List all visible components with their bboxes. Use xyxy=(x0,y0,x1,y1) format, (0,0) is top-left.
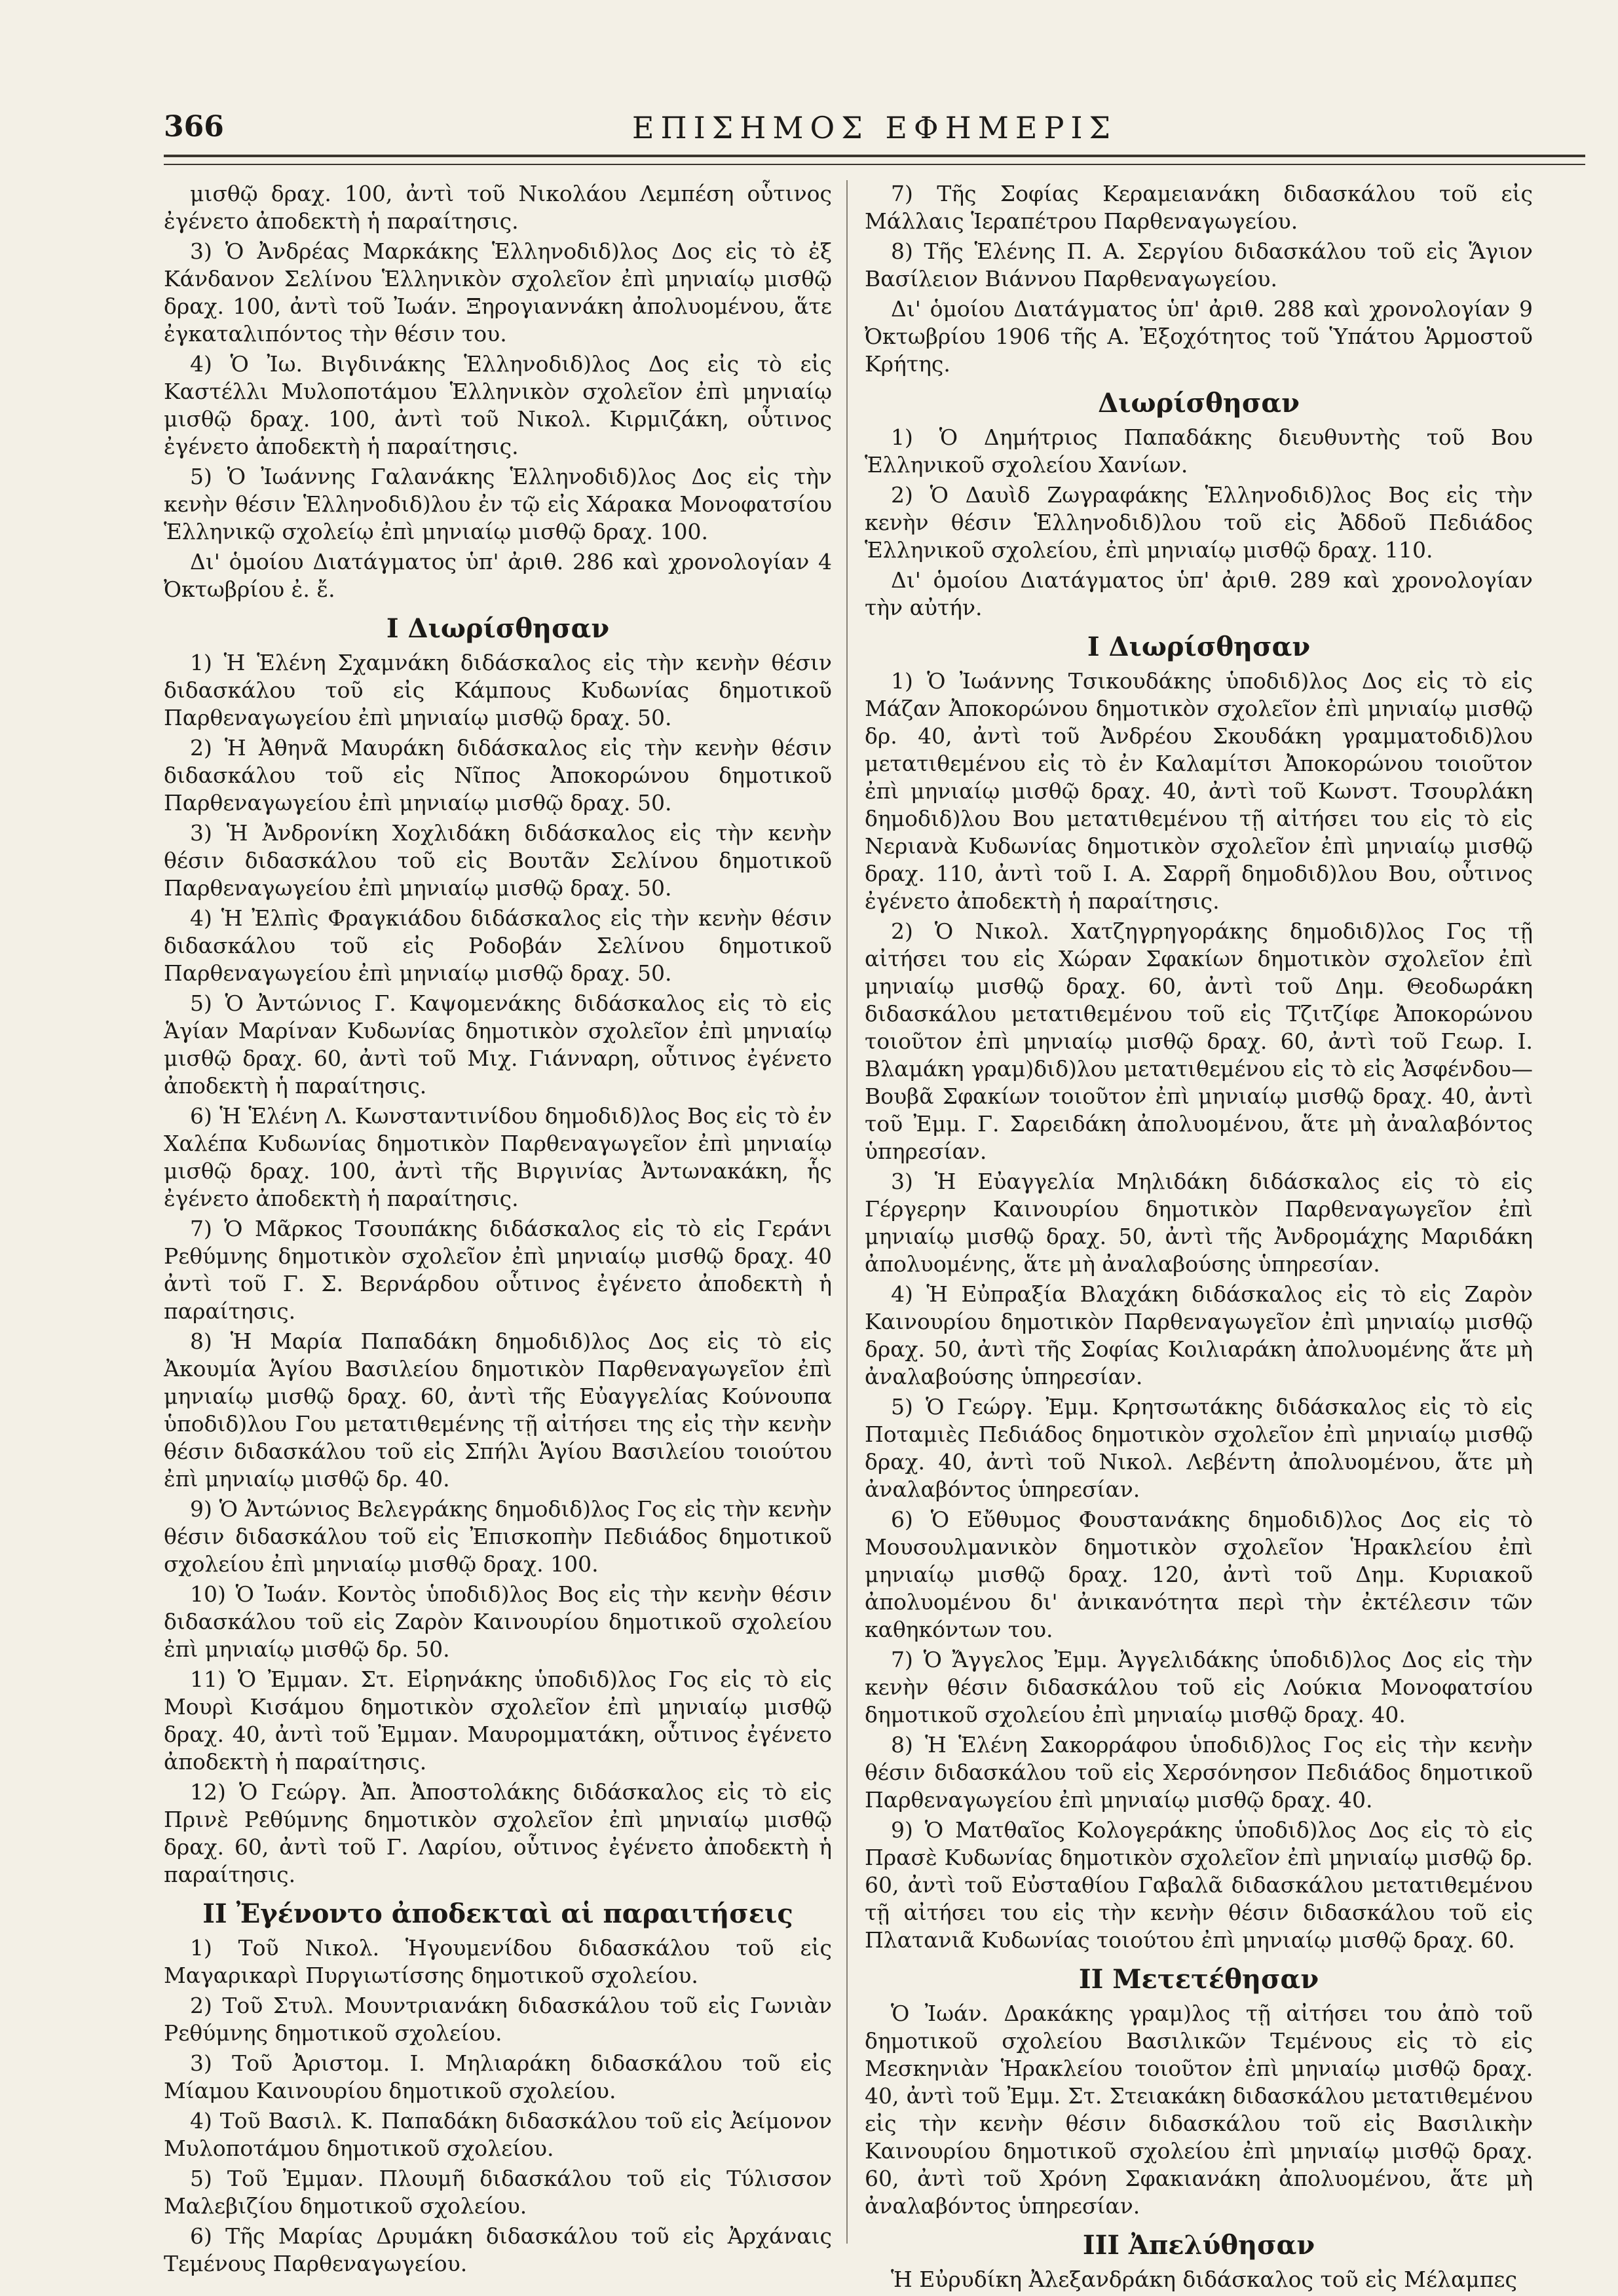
paragraph: 9) Ὁ Ματθαῖος Κολογεράκης ὑποδιδ)λος Δος εἰς τὸ εἰς Πρασὲ Κυδωνίας δημοτικὸν σχολεῖον ἐπὶ μηνιαίῳ μισθῷ δρ. 60, ἀντὶ τοῦ Εὐσταθίου Γαβαλᾶ διδασκάλου μετατιθεμένου τῇ αἰτήσει του εἰς τὴν κενὴν θέσιν διδασκάλου τοῦ εἰς Πλατανιᾶ Κυδωνίας τοιούτου ἐπὶ μηνιαίῳ μισθῷ δραχ. 60. xyxy=(865,1817,1533,1953)
header-rule xyxy=(164,155,1585,165)
left-paragraphs-1 xyxy=(164,649,832,1889)
paragraph: 8) Τῆς Ἑλένης Π. Α. Σεργίου διδασκάλου τοῦ εἰς Ἅγιον Βασίλειον Βιάννου Παρθεναγωγείου. xyxy=(865,238,1533,292)
paragraph: 4) Τοῦ Βασιλ. Κ. Παπαδάκη διδασκάλου τοῦ εἰς Ἀείμονον Μυλοποτάμου δημοτικοῦ σχολείου. xyxy=(164,2108,832,2161)
paragraph: 3) Τοῦ Ἀριστομ. Ι. Μηλιαράκη διδασκάλου τοῦ εἰς Μίαμου Καινουρίου δημοτικοῦ σχολείου. xyxy=(164,2050,832,2103)
paragraph: Δι' ὁμοίου Διατάγματος ὑπ' ἀριθ. 288 καὶ χρονολογίαν 9 Ὀκτωβρίου 1906 τῆς Α. Ἐξοχότητος τοῦ Ὑπάτου Ἁρμοστοῦ Κρήτης. xyxy=(865,296,1533,377)
right-heading-2: Ι Διωρίσθησαν xyxy=(1087,631,1311,662)
page-number: 366 xyxy=(164,110,224,143)
paragraph: μισθῷ δραχ. 100, ἀντὶ τοῦ Νικολάου Λεμπέση οὗτινος ἐγένετο ἀποδεκτὴ ἡ παραίτησις. xyxy=(164,181,832,234)
paragraph: Ὁ Ἰωάν. Δρακάκης γραμ)λος τῇ αἰτήσει του ἀπὸ τοῦ δημοτικοῦ σχολείου Βασιλικῶν Τεμένους εἰς τὸ εἰς Μεσκηνιὰν Ἡρακλείου τοιοῦτον ἐπὶ μηνιαίῳ μισθῷ δραχ. 40, ἀντὶ τοῦ Ἐμμ. Στ. Στειακάκη διδασκάλου μετατιθεμένου εἰς τὴν κενὴν θέσιν διδασκάλου τοῦ εἰς Βασιλικὴν Καινουρίου δημοτικοῦ σχολείου ἐπὶ μηνιαίῳ μισθῷ δραχ. 60, ἀντὶ τοῦ Χρόνη Σφακιανάκη ἀπολυομένου, ἅτε μὴ ἀναλαβόντος ὑπηρεσίαν. xyxy=(865,2001,1533,2219)
paragraph: 6) Ἡ Ἑλένη Λ. Κωνσταντινίδου δημοδιδ)λος Βος εἰς τὸ ἐν Χαλέπα Κυδωνίας δημοτικὸν Παρθεναγωγεῖον ἐπὶ μηνιαίῳ μισθῷ δραχ. 100, ἀντὶ τῆς Βιργινίας Ἀντωνακάκη, ἧς ἐγένετο ἀποδεκτὴ ἡ παραίτησις. xyxy=(164,1103,832,1211)
paragraph: 7) Ὁ Μᾶρκος Τσουπάκης διδάσκαλος εἰς τὸ εἰς Γεράνι Ρεθύμνης δημοτικὸν σχολεῖον ἐπὶ μηνιαίῳ μισθῷ δραχ. 40 ἀντὶ τοῦ Γ. Σ. Βερνάρδου οὗτινος ἐγένετο ἀποδεκτὴ ἡ παραίτησις. xyxy=(164,1216,832,1324)
right-heading-3: ΙΙ Μετετέθησαν xyxy=(1078,1964,1319,1995)
right-paragraphs-4 xyxy=(865,2266,1533,2293)
right-paragraphs-2 xyxy=(865,668,1533,1954)
left-column xyxy=(164,180,832,2280)
right-paragraphs-3 xyxy=(865,2000,1533,2220)
paragraph: 3) Ὁ Ἀνδρέας Μαρκάκης Ἑλληνοδιδ)λος Δος εἰς τὸ ἐξ Κάνδανον Σελίνου Ἑλληνικὸν σχολεῖον ἐπὶ μηνιαίῳ μισθῷ δραχ. 100, ἀντὶ τοῦ Ἰωάν. Ξηρογιαννάκη ἀπολυομένου, ἅτε ἐγκαταλιπόντος τὴν θέσιν του. xyxy=(164,238,832,347)
page-header xyxy=(164,110,1585,149)
paragraph: 5) Ὁ Ἰωάννης Γαλανάκης Ἑλληνοδιδ)λος Δος εἰς τὴν κενὴν θέσιν Ἑλληνοδιδ)λου ἐν τῷ εἰς Χάρακα Μονοφατσίου Ἑλληνικῷ σχολείῳ ἐπὶ μηνιαίῳ μισθῷ δραχ. 100. xyxy=(164,464,832,544)
paragraph: 2) Ὁ Δαυὶδ Ζωγραφάκης Ἑλληνοδιδ)λος Βος εἰς τὴν κενὴν θέσιν Ἑλληνοδιδ)λου τοῦ εἰς Ἀδδοῦ Πεδιάδος Ἑλληνικοῦ σχολείου, ἐπὶ μηνιαίῳ μισθῷ δραχ. 110. xyxy=(865,482,1533,563)
paragraph: 5) Ὁ Γεώργ. Ἐμμ. Κρητσωτάκης διδάσκαλος εἰς τὸ εἰς Ποταμιὲς Πεδιάδος δημοτικὸν σχολεῖον ἐπὶ μηνιαίῳ μισθῷ δραχ. 40, ἀντὶ τοῦ Νικολ. Λεβέντη ἀπολυομένου, ἅτε μὴ ἀναλαβόντος ὑπηρεσίαν. xyxy=(865,1394,1533,1502)
paragraph: 1) Τοῦ Νικολ. Ἡγουμενίδου διδασκάλου τοῦ εἰς Μαγαρικαρὶ Πυργιωτίσσης δημοτικοῦ σχολείου. xyxy=(164,1935,832,1988)
paragraph: 7) Τῆς Σοφίας Κεραμειανάκη διδασκάλου τοῦ εἰς Μάλλαις Ἱεραπέτρου Παρθεναγωγείου. xyxy=(865,181,1533,234)
paragraph: 3) Ἡ Εὐαγγελία Μηλιδάκη διδάσκαλος εἰς τὸ εἰς Γέργερην Καινουρίου δημοτικὸν Παρθεναγωγεῖον ἐπὶ μηνιαίῳ μισθῷ δραχ. 50, ἀντὶ τῆς Ἀνδρομάχης Μαριδάκη ἀπολυομένης, ἅτε μὴ ἀναλαβούσης ὑπηρεσίαν. xyxy=(865,1169,1533,1277)
paragraph: 2) Ἡ Ἀθηνᾶ Μαυράκη διδάσκαλος εἰς τὴν κενὴν θέσιν διδασκάλου τοῦ εἰς Νῖπος Ἀποκορώνου δημοτικοῦ Παρθεναγωγείου ἐπὶ μηνιαίῳ μισθῷ δραχ. 50. xyxy=(164,735,832,816)
paragraph: 11) Ὁ Ἐμμαν. Στ. Εἰρηνάκης ὑποδιδ)λος Γος εἰς τὸ εἰς Μουρὶ Κισάμου δημοτικὸν σχολεῖον ἐπὶ μηνιαίῳ μισθῷ δραχ. 40, ἀντὶ τοῦ Ἐμμαν. Μαυρομματάκη, οὗτινος ἐγένετο ἀποδεκτὴ ἡ παραίτησις. xyxy=(164,1666,832,1775)
paragraph: Δι' ὁμοίου Διατάγματος ὑπ' ἀριθ. 286 καὶ χρονολογίαν 4 Ὀκτωβρίου ἐ. ἔ. xyxy=(164,549,832,602)
paragraph: 1) Ὁ Ἰωάννης Τσικουδάκης ὑποδιδ)λος Δος εἰς τὸ εἰς Μάζαν Ἀποκορώνου δημοτικὸν σχολεῖον ἐπὶ μηνιαίῳ μισθῷ δρ. 40, ἀντὶ τοῦ Ἀνδρέου Σκουδάκη γραμματοδιδ)λου μετατιθεμένου εἰς τὸ ἐν Καλαμίτσι Ἀποκορώνου τοιοῦτον ἐπὶ μηνιαίῳ μισθῷ δραχ. 40, ἀντὶ τοῦ Κωνστ. Τσουρλάκη δημοδιδ)λου Βου μετατιθεμένου τῇ αἰτήσει του εἰς τὸ εἰς Νεριανὰ Κυδωνίας δημοτικὸν σχολεῖον ἐπὶ μηνιαίῳ μισθῷ δραχ. 110, ἀντὶ τοῦ Ι. Α. Σαρρῆ δημοδιδ)λου Βου, οὗτινος ἐγένετο ἀποδεκτὴ ἡ παραίτησις. xyxy=(865,668,1533,914)
paragraph: 5) Τοῦ Ἐμμαν. Πλουμῆ διδασκάλου τοῦ εἰς Τύλισσον Μαλεβιζίου δημοτικοῦ σχολείου. xyxy=(164,2166,832,2219)
paragraph: 10) Ὁ Ἰωάν. Κοντὸς ὑποδιδ)λος Βος εἰς τὴν κενὴν θέσιν διδασκάλου τοῦ εἰς Ζαρὸν Καινουρίου δημοτικοῦ σχολείου ἐπὶ μηνιαίῳ μισθῷ δρ. 50. xyxy=(164,1581,832,1662)
right-heading-4: ΙΙΙ Ἀπελύθησαν xyxy=(1082,2230,1315,2261)
paragraph: 6) Ὁ Εὔθυμος Φουστανάκης δημοδιδ)λος Δος εἰς τὸ Μουσουλμανικὸν δημοτικὸν σχολεῖον Ἡρακλείου ἐπὶ μηνιαίῳ μισθῷ δραχ. 120, ἀντὶ τοῦ Δημ. Κυριακοῦ ἀπολυομένου δι' ἀνικανότητα περὶ τὴν ἐκτέλεσιν τῶν καθηκόντων του. xyxy=(865,1507,1533,1642)
paragraph: 8) Ἡ Μαρία Παπαδάκη δημοδιδ)λος Δος εἰς τὸ εἰς Ἀκουμία Ἁγίου Βασιλείου δημοτικὸν Παρθεναγωγεῖον ἐπὶ μηνιαίῳ μισθῷ δραχ. 60, ἀντὶ τῆς Εὐαγγελίας Κούνουπα ὑποδιδ)λου Γου μετατιθεμένης τῇ αἰτήσει της εἰς τὴν κενὴν θέσιν διδασκάλου τοῦ εἰς Σπήλι Ἁγίου Βασιλείου τοιούτου ἐπὶ μηνιαίῳ μισθῷ δρ. 40. xyxy=(164,1328,832,1492)
paragraph: Ἡ Εὐρυδίκη Ἀλεξανδράκη διδάσκαλος τοῦ εἰς Μέλαμπες xyxy=(891,2267,1517,2292)
journal-title: ΕΠΙΣΗΜΟΣ ΕΦΗΜΕΡΙΣ xyxy=(631,110,1118,145)
paragraph: 3) Ἡ Ἀνδρονίκη Χοχλιδάκη διδάσκαλος εἰς τὴν κενὴν θέσιν διδασκάλου τοῦ εἰς Βουτᾶν Σελίνου δημοτικοῦ Παρθεναγωγείου ἐπὶ μηνιαίῳ μισθῷ δραχ. 50. xyxy=(164,820,832,901)
left-heading-2: ΙΙ Ἐγένοντο ἀποδεκταὶ αἱ παραιτήσεις xyxy=(202,1898,793,1929)
left-heading-1: Ι Διωρίσθησαν xyxy=(386,613,610,644)
right-heading-1: Διωρίσθησαν xyxy=(1098,388,1300,419)
paragraph: 5) Ὁ Ἀντώνιος Γ. Καψομενάκης διδάσκαλος εἰς τὸ εἰς Ἁγίαν Μαρίναν Κυδωνίας δημοτικὸν σχολεῖον ἐπὶ μηνιαίῳ μισθῷ δραχ. 60, ἀντὶ τοῦ Μιχ. Γιάνναρη, οὗτινος ἐγένετο ἀποδεκτὴ ἡ παραίτησις. xyxy=(164,990,832,1099)
paragraph: 6) Τῆς Μαρίας Δρυμάκη διδασκάλου τοῦ εἰς Ἀρχάναις Τεμένους Παρθεναγωγείου. xyxy=(164,2223,832,2276)
paragraph: 12) Ὁ Γεώργ. Ἀπ. Ἀποστολάκης διδάσκαλος εἰς τὸ εἰς Πρινὲ Ρεθύμνης δημοτικὸν σχολεῖον ἐπὶ μηνιαίῳ μισθῷ δραχ. 60, ἀντὶ τοῦ Γ. Λαρίου, οὗτινος ἐγένετο ἀποδεκτὴ ἡ παραίτησις. xyxy=(164,1779,832,1887)
right-column xyxy=(865,180,1533,2296)
paragraph: Δι' ὁμοίου Διατάγματος ὑπ' ἀριθ. 289 καὶ χρονολογίαν τὴν αὐτήν. xyxy=(865,567,1533,620)
paragraph: 4) Ὁ Ἰω. Βιγδινάκης Ἑλληνοδιδ)λος Δος εἰς τὸ εἰς Καστέλλι Μυλοποτάμου Ἑλληνικὸν σχολεῖον ἐπὶ μηνιαίῳ μισθῷ δραχ. 100, ἀντὶ τοῦ Νικολ. Κιρμιζάκη, οὗτινος ἐγένετο ἀποδεκτὴ ἡ παραίτησις. xyxy=(164,351,832,459)
paragraph: 4) Ἡ Ἐλπὶς Φραγκιάδου διδάσκαλος εἰς τὴν κενὴν θέσιν διδασκάλου τοῦ εἰς Ροδοβάν Σελίνου δημοτικοῦ Παρθεναγωγείου ἐπὶ μηνιαίῳ μισθῷ δραχ. 50. xyxy=(164,905,832,986)
paragraph: 8) Ἡ Ἑλένη Σακορράφου ὑποδιδ)λος Γος εἰς τὴν κενὴν θέσιν διδασκάλου τοῦ εἰς Χερσόνησον Πεδιάδος δημοτικοῦ Παρθεναγωγείου ἐπὶ μηνιαίῳ μισθῷ δραχ. 40. xyxy=(865,1732,1533,1813)
left-paragraphs-top xyxy=(164,180,832,603)
paragraph: 2) Τοῦ Στυλ. Μουντριανάκη διδασκάλου τοῦ εἰς Γωνιὰν Ρεθύμνης δημοτικοῦ σχολείου. xyxy=(164,1993,832,2046)
paragraph: 7) Ὁ Ἄγγελος Ἐμμ. Ἀγγελιδάκης ὑποδιδ)λος Δος εἰς τὴν κενὴν θέσιν διδασκάλου τοῦ εἰς Λούκια Μονοφατσίου δημοτικοῦ σχολείου ἐπὶ μηνιαίῳ μισθῷ δραχ. 40. xyxy=(865,1647,1533,1727)
paragraph: 9) Ὁ Ἀντώνιος Βελεγράκης δημοδιδ)λος Γος εἰς τὴν κενὴν θέσιν διδασκάλου τοῦ εἰς Ἐπισκοπὴν Πεδιάδος δημοτικοῦ σχολείου ἐπὶ μηνιαίῳ μισθῷ δραχ. 100. xyxy=(164,1496,832,1577)
paragraph: 1) Ὁ Δημήτριος Παπαδάκης διευθυντὴς τοῦ Βου Ἑλληνικοῦ σχολείου Χανίων. xyxy=(865,424,1533,478)
paragraph: 2) Ὁ Νικολ. Χατζηγρηγοράκης δημοδιδ)λος Γος τῇ αἰτήσει του εἰς Χώραν Σφακίων δημοτικὸν σχολεῖον ἐπὶ μηνιαίῳ μισθῷ δραχ. 60, ἀντὶ τοῦ Δημ. Θεοδωράκη διδασκάλου μετατιθεμένου τοῦ εἰς Τζιτζίφε Ἀποκορώνου τοιοῦτον ἐπὶ μηνιαίῳ μισθῷ δραχ. 60, ἀντὶ τοῦ Γεωρ. Ι. Βλαμάκη γραμ)διδ)λου μετατιθεμένου εἰς τὸ εἰς Ἀσφένδου—Βουβᾶ Σφακίων τοιοῦτον ἐπὶ μηνιαίῳ μισθῷ δραχ. 40, ἀντὶ τοῦ Ἐμμ. Γ. Σαρειδάκη ἀπολυομένου, ἅτε μὴ ἀναλαβόντος ὑπηρεσίαν. xyxy=(865,918,1533,1164)
left-paragraphs-2 xyxy=(164,1934,832,2278)
right-paragraphs-top xyxy=(865,180,1533,378)
column-divider xyxy=(846,180,848,2244)
paragraph: 1) Ἡ Ἑλένη Σχαμνάκη διδάσκαλος εἰς τὴν κενὴν θέσιν διδασκάλου τοῦ εἰς Κάμπους Κυδωνίας δημοτικοῦ Παρθεναγωγείου ἐπὶ μηνιαίῳ μισθῷ δραχ. 50. xyxy=(164,650,832,730)
paragraph: 4) Ἡ Εὐπραξία Βλαχάκη διδάσκαλος εἰς τὸ εἰς Ζαρὸν Καινουρίου δημοτικὸν Παρθεναγωγεῖον ἐπὶ μηνιαίῳ μισθῷ δραχ. 50, ἀντὶ τῆς Σοφίας Κοιλιαράκη ἀπολυομένης ἅτε μὴ ἀναλαβούσης ὑπηρεσίαν. xyxy=(865,1281,1533,1389)
right-paragraphs-1 xyxy=(865,424,1533,622)
